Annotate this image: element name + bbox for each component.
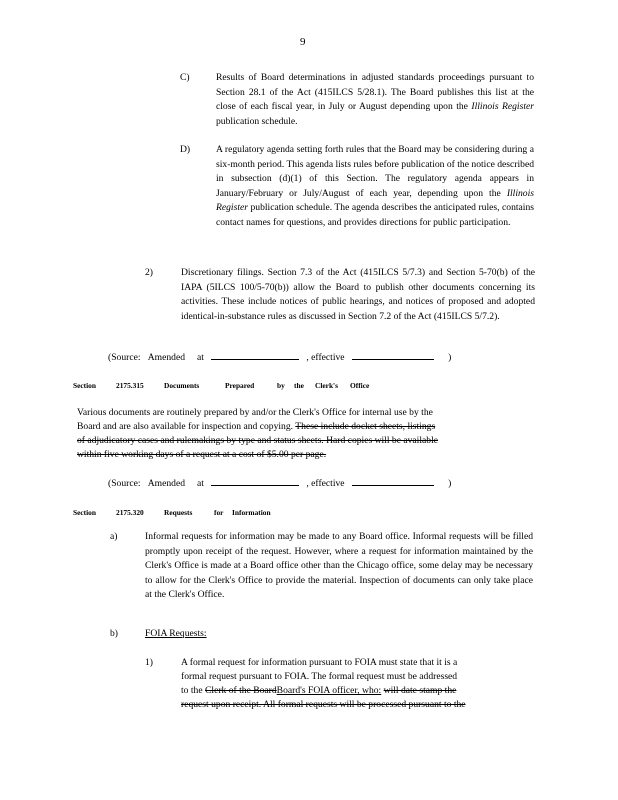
item-2-label: 2) xyxy=(145,267,153,278)
item-b1-line-4-struck: request upon receipt. All formal requests will be processed pursuant to the xyxy=(181,699,466,710)
item-c-label: C) xyxy=(180,72,190,83)
section-315-title-4: the xyxy=(294,381,304,390)
source-1-at: at xyxy=(197,352,204,363)
source-2-blank-date xyxy=(211,476,299,486)
source-2-effective: , effective xyxy=(306,478,345,489)
source-1-blank-effective xyxy=(352,350,434,360)
source-line-2 xyxy=(108,476,488,492)
section-315-number: 2175.315 xyxy=(116,381,144,390)
item-b1-label: 1) xyxy=(145,657,153,668)
section-315-title-1: Documents xyxy=(164,381,200,390)
section-315-body-line-2 xyxy=(77,420,529,435)
source-2-close: ) xyxy=(448,478,452,489)
item-b1-line-3-struck-end: will date stamp the xyxy=(383,685,457,696)
section-320-title-1: Requests xyxy=(164,508,193,517)
source-2-amended: Amended xyxy=(147,478,186,489)
section-315-title-3: by xyxy=(277,381,285,390)
item-b1-line-3-start: to the xyxy=(181,685,203,696)
item-c-italic: Illinois Register xyxy=(471,101,534,113)
item-d-label: D) xyxy=(180,144,191,155)
section-315-title-6: Office xyxy=(350,381,370,390)
item-a-text: Informal requests for information may be made to any Board office. Informal requests will be filled promptly upon receipt of the request. However, where a request for information maintained by the Clerk's Office is made at a Board office other than the Chicago office, some delay may be necessary to allow for the Clerk's Office to provide the material. Inspection of documents can only take place at the Clerk's Office. xyxy=(145,531,533,601)
section-320-title-3: Information xyxy=(232,508,271,517)
section-320-title-2: for xyxy=(214,508,224,517)
source-2-label: (Source: xyxy=(108,478,141,489)
item-b-heading: FOIA Requests: xyxy=(145,628,207,639)
item-b1-line-3 xyxy=(181,684,537,699)
source-2-at: at xyxy=(197,478,204,489)
item-b1-line-2: formal request pursuant to FOIA. The formal request must be addressed xyxy=(181,671,458,682)
section-315-word: Section xyxy=(73,381,96,390)
section-315-body-line-1: Various documents are routinely prepared by and/or the Clerk's Office for internal use by the xyxy=(77,407,433,418)
section-320-number: 2175.320 xyxy=(116,508,144,517)
item-d-text xyxy=(216,143,534,231)
source-2-blank-effective xyxy=(352,476,434,486)
item-2-text: Discretionary filings. Section 7.3 of the Act (415ILCS 5/7.3) and Section 5-70(b) of the IAPA (5ILCS 100/5-70(b)) allow the Board to publish other documents concerning its activities. These include notices of public hearings, and notices of proposed and adopted identical-in-substance rules as discussed in Section 7.2 of the Act (415ILCS 5/7.2). xyxy=(181,267,535,322)
source-1-label: (Source: xyxy=(108,352,141,363)
section-315-title-5: Clerk's xyxy=(315,381,338,390)
section-315-title-2: Prepared xyxy=(225,381,255,390)
item-c-body: Results of Board determinations in adjusted standards proceedings pursuant to Section 28.1 of the Act (415ILCS 5/28.1). The Board publishes this list at the close of each fiscal year, in July or August depending upon the xyxy=(216,72,534,113)
item-a-label: a) xyxy=(110,531,118,542)
source-1-effective: , effective xyxy=(306,352,345,363)
item-b1-line-3-struck: Clerk of the Board xyxy=(205,685,277,696)
source-line-1 xyxy=(108,350,488,366)
item-d-body-1: A regulatory agenda setting forth rules that the Board may be considering during a six-month period. This agenda lists rules before publication of the notice described in subsection (d)(1) of this Section. The regulatory agenda appears in January/February or July/August of each year, depending upon the xyxy=(216,144,534,199)
source-1-amended: Amended xyxy=(147,352,186,363)
item-d-italic: Illinois Register xyxy=(216,187,534,214)
page-number: 9 xyxy=(300,36,306,48)
item-d-body-2: publication schedule. The agenda describes the anticipated rules, contains contact names for questions, and provides directions for public participation. xyxy=(216,202,534,228)
source-1-blank-date xyxy=(211,350,299,360)
section-315-body-line-2-struck: These include docket sheets, listings xyxy=(295,421,436,432)
section-315-body-line-2-normal: Board and are also available for inspection and copying. xyxy=(77,421,294,432)
source-1-close: ) xyxy=(448,352,452,363)
section-315-struck-line-3: of adjudicatory cases and rulemakings by type and status sheets. Hard copies will be available xyxy=(77,435,438,446)
item-c-text xyxy=(216,71,534,129)
item-c-tail: publication schedule. xyxy=(216,115,298,127)
item-b1-line-3-mid: Board's FOIA officer, who: xyxy=(276,685,382,696)
section-320-word: Section xyxy=(73,508,96,517)
item-b1-line-1: A formal request for information pursuant to FOIA must state that it is a xyxy=(181,657,458,668)
item-b-label: b) xyxy=(110,628,118,639)
section-315-struck-line-4: within five working days of a request at a cost of $5.00 per page. xyxy=(77,449,327,460)
